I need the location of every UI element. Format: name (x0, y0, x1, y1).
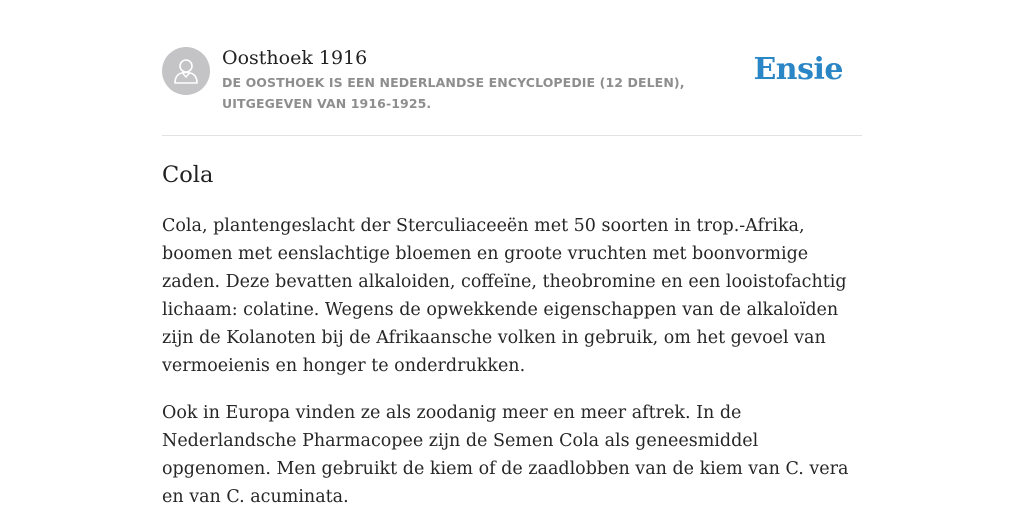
article-body (162, 212, 862, 512)
source-description: DE OOSTHOEK IS EEN NEDERLANDSE ENCYCLOPEDIE (12 DELEN), UITGEGEVEN VAN 1916-1925. (222, 75, 685, 111)
source-avatar[interactable] (162, 47, 210, 95)
ensie-logo[interactable]: Ensie (753, 52, 843, 87)
article-paragraph: Ook in Europa vinden ze als zoodanig meer en meer aftrek. In de Nederlandsche Pharmacopee zijn de Semen Cola als geneesmiddel opgenomen. Men gebruikt de kiem of de zaadlobben van de kiem van C. vera en van C. acuminata. (162, 403, 849, 507)
source-name-link[interactable]: Oosthoek 1916 (222, 47, 368, 69)
article-title: Cola (162, 162, 214, 188)
user-icon (173, 57, 199, 85)
source-header (162, 46, 862, 136)
article-paragraph: Cola, plantengeslacht der Sterculiaceeën met 50 soorten in trop.-Afrika, boomen met eenslachtige bloemen en groote vruchten met boonvormige zaden. Deze bevatten alkaloiden, coffeïne, theobromine en een looistofachtig lichaam: colatine. Wegens de opwekkende eigenschappen van de alkaloïden zijn de Kolanoten bij de Afrikaansche volken in gebruik, om het gevoel van vermoeienis en honger te onderdrukken. (162, 216, 847, 376)
